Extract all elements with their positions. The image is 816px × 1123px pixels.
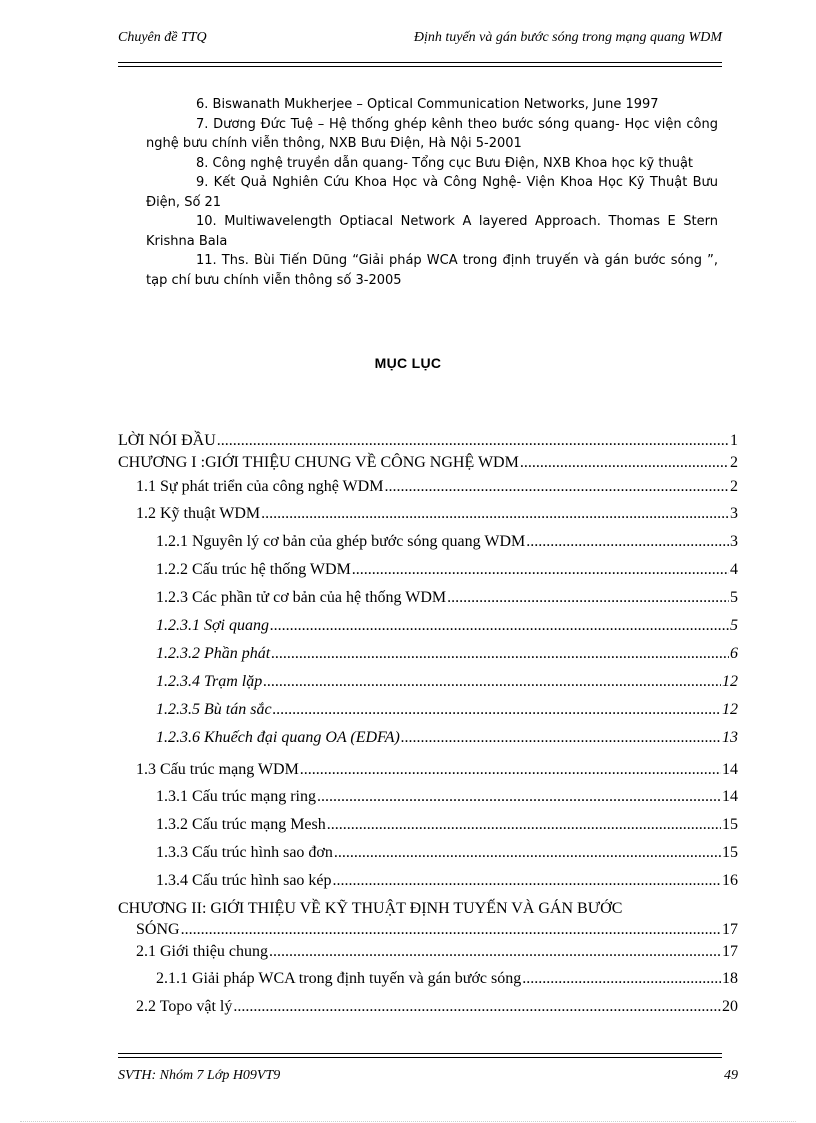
toc-entry-page: 6 [730, 645, 738, 662]
toc-entry[interactable] [156, 872, 738, 890]
toc-entry[interactable] [156, 729, 738, 747]
reference-item: 7. Dương Đức Tuệ – Hệ thống ghép kênh theo bước sóng quang- Học viện công nghệ bưu chính viễn thông, NXB Bưu Điện, Hà Nội 5-2001 [146, 116, 718, 151]
toc-entry[interactable] [156, 645, 738, 663]
toc-entry[interactable] [156, 673, 738, 691]
toc-leader [520, 454, 729, 472]
toc-entry-page: 3 [730, 533, 738, 550]
page-edge-divider [20, 1121, 796, 1122]
toc-entry[interactable] [136, 921, 738, 939]
toc-entry-text: LỜI NÓI ĐẦU [118, 432, 216, 449]
header-left: Chuyên đề TTQ [118, 30, 207, 45]
reference-item: 11. Ths. Bùi Tiến Dũng “Giải pháp WCA trong định truyến và gán bước sóng ”, tạp chí bưu chính viễn thông số 3-2005 [146, 253, 718, 288]
toc-leader [526, 533, 729, 551]
toc-entry-text: 1.2.3.1 Sợi quang [156, 617, 269, 634]
toc-entry[interactable] [156, 844, 738, 862]
toc-entry-page: 12 [722, 701, 738, 718]
toc-entry-text: 1.1 Sự phát triển của công nghệ WDM [136, 478, 384, 495]
toc-entry-text: 1.2.3.6 Khuếch đại quang OA (EDFA) [156, 729, 400, 746]
toc-entry-page: 14 [722, 788, 738, 805]
toc-entry-text: 1.3.1 Cấu trúc mạng ring [156, 788, 316, 805]
toc-entry-text: 1.3.4 Cấu trúc hình sao kép [156, 872, 332, 889]
toc-entry-text: 1.2.2 Cấu trúc hệ thống WDM [156, 561, 351, 578]
toc-entry-page: 5 [730, 617, 738, 634]
toc-leader [300, 761, 721, 779]
toc-entry-page: 15 [722, 844, 738, 861]
toc-entry-page: 3 [730, 505, 738, 522]
toc-entry-text: 1.2.3.2 Phần phát [156, 645, 271, 662]
toc-leader [270, 617, 729, 635]
header-rule-bottom [118, 66, 722, 67]
toc-entry-page: 17 [722, 921, 738, 938]
toc-entry-text: SÓNG [136, 921, 180, 938]
toc-entry-page: 5 [730, 589, 738, 606]
toc-entry-text: 2.1 Giới thiệu chung [136, 943, 268, 960]
reference-list [146, 95, 718, 290]
header-right: Định tuyến và gán bước sóng trong mạng quang WDM [413, 30, 722, 45]
toc-entry[interactable] [156, 788, 738, 806]
toc-entry[interactable] [118, 454, 738, 472]
toc-entry-text: 1.3 Cấu trúc mạng WDM [136, 761, 299, 778]
toc-entry-page: 13 [722, 729, 738, 746]
reference-item: 6. Biswanath Mukherjee – Optical Communication Networks, June 1997 [196, 97, 659, 112]
toc-entry-page: 20 [722, 998, 738, 1015]
toc-leader [271, 645, 729, 663]
toc-leader [334, 844, 721, 862]
reference-item: 10. Multiwavelength Optiacal Network A layered Approach. Thomas E Stern Krishna Bala [146, 214, 718, 249]
toc-entry[interactable] [156, 533, 738, 551]
toc-entry[interactable] [136, 505, 738, 523]
toc-entry-text: 1.2.3.4 Trạm lặp [156, 673, 263, 690]
toc-leader [317, 788, 721, 806]
toc-entry-text: 1.2.1 Nguyên lý cơ bản của ghép bước sóng quang WDM [156, 533, 526, 550]
toc-entry-page: 14 [722, 761, 738, 778]
toc-entry-page: 17 [722, 943, 738, 960]
toc-entry-page: 2 [730, 454, 738, 471]
toc-entry-page: 12 [722, 673, 738, 690]
toc-leader [447, 589, 729, 607]
footer-rule-bottom [118, 1057, 722, 1058]
toc-entry-page: 1 [730, 432, 738, 449]
header-rule-top [118, 62, 722, 63]
toc-entry[interactable] [156, 589, 738, 607]
toc-entry[interactable] [136, 761, 738, 779]
toc-leader [273, 701, 721, 719]
toc-leader [269, 943, 721, 961]
toc-entry-text: CHƯƠNG I :GIỚI THIỆU CHUNG VỀ CÔNG NGHỆ WDM [118, 454, 519, 471]
toc-title: MỤC LỤC [374, 355, 442, 371]
toc-entry-page: 15 [722, 816, 738, 833]
toc-entry-text: 1.3.2 Cấu trúc mạng Mesh [156, 816, 326, 833]
toc-entry-chapter-2[interactable]: CHƯƠNG II: GIỚI THIỆU VỀ KỸ THUẬT ĐỊNH TUYẾN VÀ GÁN BƯỚC [118, 900, 623, 917]
toc-entry-text: 1.2 Kỹ thuật WDM [136, 505, 261, 522]
toc-entry-text: 2.1.1 Giải pháp WCA trong định tuyến và gán bước sóng [156, 970, 522, 987]
toc-leader [327, 816, 721, 834]
toc-leader [401, 729, 721, 747]
toc-entry[interactable] [136, 998, 738, 1016]
toc-entry[interactable] [156, 617, 738, 635]
toc-entry[interactable] [156, 816, 738, 834]
toc-leader [181, 921, 721, 939]
toc-entry-page: 18 [722, 970, 738, 987]
toc-entry-page: 4 [730, 561, 738, 578]
toc-entry-text: 2.2 Topo vật lý [136, 998, 233, 1015]
footer-rule-top [118, 1053, 722, 1054]
toc-entry[interactable] [136, 943, 738, 961]
toc-leader [352, 561, 729, 579]
toc-entry-text: 1.2.3.5 Bù tán sắc [156, 701, 272, 718]
toc-entry[interactable] [118, 432, 738, 450]
reference-item: 8. Công nghệ truyền dẫn quang- Tổng cục Bưu Điện, NXB Khoa học kỹ thuật [196, 155, 694, 171]
toc-entry-page: 16 [722, 872, 738, 889]
toc-entry[interactable] [156, 561, 738, 579]
toc-entry[interactable] [136, 478, 738, 496]
reference-item: 9. Kết Quả Nghiên Cứu Khoa Học và Công Nghệ- Viện Khoa Học Kỹ Thuật Bưu Điện, Số 21 [146, 175, 718, 210]
footer-left: SVTH: Nhóm 7 Lớp H09VT9 [118, 1068, 281, 1083]
page-number: 49 [724, 1068, 738, 1083]
toc-leader [263, 673, 721, 691]
toc-leader [261, 505, 729, 523]
toc-entry-text: 1.2.3 Các phần tử cơ bản của hệ thống WDM [156, 589, 447, 606]
toc-entry-page: 2 [730, 478, 738, 495]
toc-leader [217, 432, 729, 450]
toc-leader [522, 970, 721, 988]
toc-leader [333, 872, 721, 890]
toc-leader [384, 478, 729, 496]
toc-entry[interactable] [156, 970, 738, 988]
toc-entry[interactable] [156, 701, 738, 719]
toc-leader [233, 998, 721, 1016]
toc-entry-text: 1.3.3 Cấu trúc hình sao đơn [156, 844, 333, 861]
